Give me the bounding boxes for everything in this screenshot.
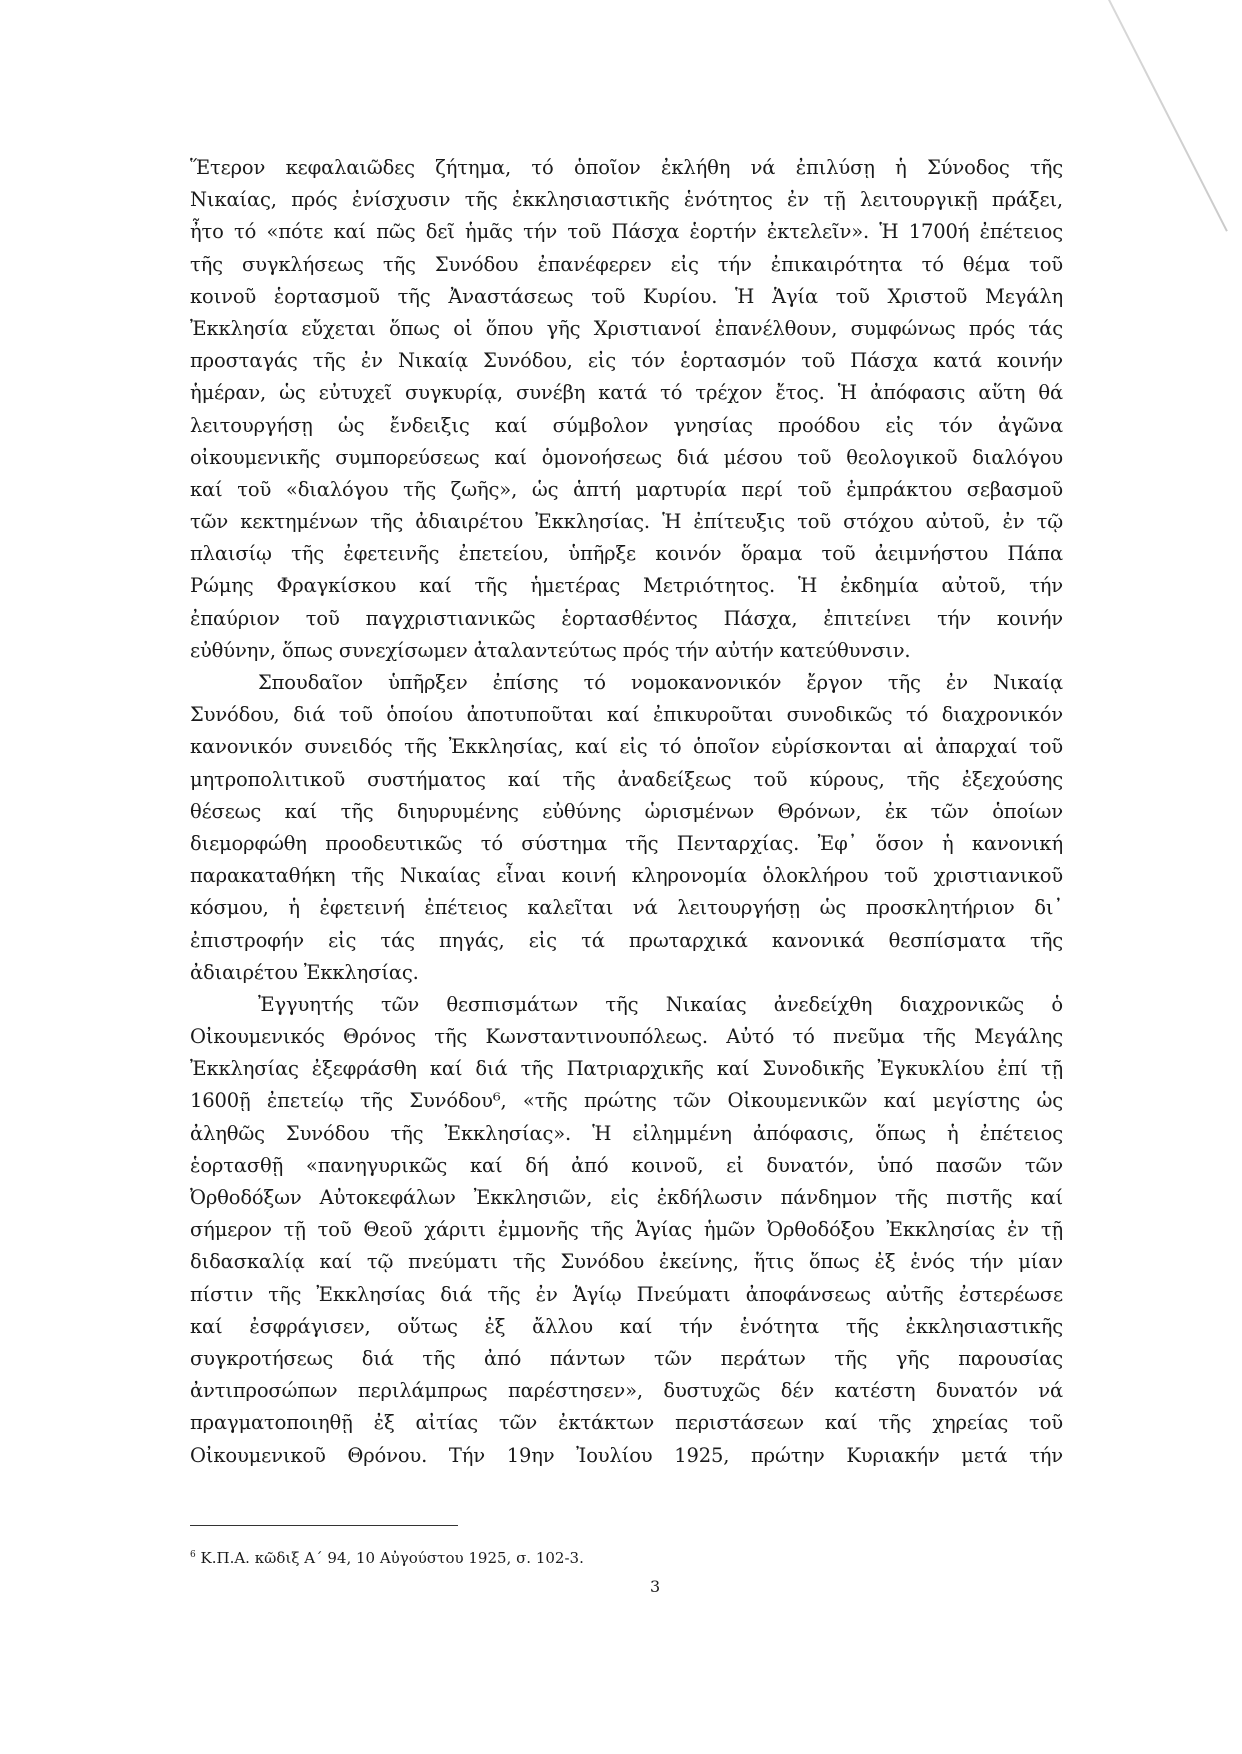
text-line bbox=[190, 764, 1063, 796]
text-line bbox=[190, 1085, 1063, 1117]
text-line-content: τῶν κεκτημένων τῆς ἀδιαιρέτου Ἐκκλησίας. Ἡ ἐπίτευξις τοῦ στόχου αὐτοῦ, ἐν τῷ bbox=[190, 510, 1063, 534]
text-line bbox=[190, 892, 1063, 924]
text-line bbox=[190, 699, 1063, 731]
text-line-content: μητροπολιτικοῦ συστήματος καί τῆς ἀναδείξεως τοῦ κύρους, τῆς ἐξεχούσης bbox=[190, 767, 1063, 791]
text-line-content: συγκροτήσεως διά τῆς ἀπό πάντων τῶν περάτων τῆς γῆς παρουσίας bbox=[190, 1346, 1063, 1370]
text-line-content: Νικαίας, πρός ἐνίσχυσιν τῆς ἐκκλησιαστικῆς ἑνότητος ἐν τῇ λειτουργικῇ πράξει, bbox=[190, 188, 1063, 212]
text-line-content: θέσεως καί τῆς διηυρυμένης εὐθύνης ὡρισμένων Θρόνων, ἐκ τῶν ὁποίων bbox=[190, 799, 1063, 823]
page-number: 3 bbox=[650, 1577, 661, 1596]
text-line bbox=[190, 1440, 1063, 1472]
text-line-content: καί ἐσφράγισεν, οὕτως ἐξ ἄλλου καί τήν ἑνότητα τῆς ἐκκλησιαστικῆς bbox=[190, 1314, 1063, 1338]
text-line-content: Ἐκκλησίας ἐξεφράσθη καί διά τῆς Πατριαρχικῆς καί Συνοδικῆς Ἐγκυκλίου ἐπί τῇ bbox=[190, 1057, 1063, 1081]
body-text bbox=[190, 152, 1063, 1472]
text-line bbox=[190, 506, 1063, 538]
text-line-content: ἀληθῶς Συνόδου τῆς Ἐκκλησίας». Ἡ εἰλημμένη ἀπόφασις, ὅπως ἡ ἐπέτειος bbox=[190, 1121, 1063, 1145]
text-line bbox=[190, 667, 1063, 699]
text-line bbox=[190, 925, 1063, 957]
text-line-content: οἰκουμενικῆς συμπορεύσεως καί ὁμονοήσεως διά μέσου τοῦ θεολογικοῦ διαλόγου bbox=[190, 445, 1063, 469]
text-line-content: ἀδιαιρέτου Ἐκκλησίας. bbox=[190, 960, 419, 984]
text-line-content: Συνόδου, διά τοῦ ὁποίου ἀποτυποῦται καί ἐπικυροῦται συνοδικῶς τό διαχρονικόν bbox=[190, 703, 1063, 727]
paragraph bbox=[190, 989, 1063, 1472]
footnote-marker: 6 bbox=[190, 1550, 196, 1560]
text-line bbox=[190, 1343, 1063, 1375]
text-line-content: κοινοῦ ἑορτασμοῦ τῆς Ἀναστάσεως τοῦ Κυρίου. Ἡ Ἁγία τοῦ Χριστοῦ Μεγάλη bbox=[190, 284, 1063, 308]
text-line bbox=[190, 1375, 1063, 1407]
text-line bbox=[190, 216, 1063, 248]
text-line bbox=[190, 281, 1063, 313]
text-line bbox=[190, 474, 1063, 506]
text-line-content: Ἐκκλησία εὔχεται ὅπως οἱ ὅπου γῆς Χριστιανοί ἐπανέλθουν, συμφώνως πρός τάς bbox=[190, 316, 1063, 340]
text-line-content: παρακαταθήκη τῆς Νικαίας εἶναι κοινή κληρονομία ὁλοκλήρου τοῦ χριστιανικοῦ bbox=[190, 864, 1063, 888]
text-line bbox=[190, 1311, 1063, 1343]
text-line-content: Ρώμης Φραγκίσκου καί τῆς ἡμετέρας Μετριότητος. Ἡ ἐκδημία αὐτοῦ, τήν bbox=[190, 574, 1063, 598]
text-line bbox=[190, 860, 1063, 892]
text-line bbox=[190, 1214, 1063, 1246]
text-line bbox=[190, 538, 1063, 570]
text-line-content: λειτουργήσῃ ὡς ἔνδειξις καί σύμβολον γνησίας προόδου εἰς τόν ἀγῶνα bbox=[190, 413, 1063, 437]
text-line-content: 1600ῇ ἐπετείῳ τῆς Συνόδου⁶, «τῆς πρώτης τῶν Οἰκουμενικῶν καί μεγίστης ὡς bbox=[190, 1089, 1063, 1113]
text-line-content: Οἰκουμενικός Θρόνος τῆς Κωνσταντινουπόλεως. Αὐτό τό πνεῦμα τῆς Μεγάλης bbox=[190, 1025, 1063, 1049]
text-line bbox=[190, 570, 1063, 602]
text-line-content: Σπουδαῖον ὑπῆρξεν ἐπίσης τό νομοκανονικόν ἔργον τῆς ἐν Νικαίᾳ bbox=[258, 671, 1063, 694]
text-line bbox=[190, 635, 1063, 667]
text-line bbox=[190, 377, 1063, 409]
text-line-content: Ἐγγυητής τῶν θεσπισμάτων τῆς Νικαίας ἀνεδείχθη διαχρονικῶς ὁ bbox=[258, 992, 1063, 1016]
text-line-content: ἐπαύριον τοῦ παγχριστιανικῶς ἑορτασθέντος Πάσχα, ἐπιτείνει τήν κοινήν bbox=[190, 606, 1063, 630]
text-line-content: κόσμου, ἡ ἐφετεινή ἐπέτειος καλεῖται νά λειτουργήσῃ ὡς προσκλητήριον δι᾽ bbox=[190, 896, 1063, 920]
text-line-content: πίστιν τῆς Ἐκκλησίας διά τῆς ἐν Ἁγίῳ Πνεύματι ἀποφάνσεως αὐτῆς ἐστερέωσε bbox=[190, 1282, 1063, 1306]
text-line-content: ἑορτασθῇ «πανηγυρικῶς καί δή ἀπό κοινοῦ, εἰ δυνατόν, ὑπό πασῶν τῶν bbox=[190, 1153, 1063, 1177]
text-line-content: ἐπιστροφήν εἰς τάς πηγάς, εἰς τά πρωταρχικά κανονικά θεσπίσματα τῆς bbox=[190, 928, 1063, 952]
paragraph bbox=[190, 152, 1063, 667]
footnote bbox=[190, 1548, 584, 1568]
text-line-content: διεμορφώθη προοδευτικῶς τό σύστημα τῆς Πενταρχίας. Ἐφ᾽ ὅσον ἡ κανονική bbox=[190, 831, 1063, 855]
text-line bbox=[190, 442, 1063, 474]
text-line bbox=[190, 731, 1063, 763]
text-line-content: εὐθύνην, ὅπως συνεχίσωμεν ἀταλαντεύτως πρός τήν αὐτήν κατεύθυνσιν. bbox=[190, 638, 911, 662]
text-line-content: κανονικόν συνειδός τῆς Ἐκκλησίας, καί εἰς τό ὁποῖον εὑρίσκονται αἱ ἀπαρχαί τοῦ bbox=[190, 735, 1063, 759]
text-line-content: ἦτο τό «πότε καί πῶς δεῖ ἡμᾶς τήν τοῦ Πάσχα ἑορτήν ἐκτελεῖν». Ἡ 1700ή ἐπέτειος bbox=[190, 220, 1063, 244]
text-line bbox=[190, 1182, 1063, 1214]
text-line bbox=[190, 603, 1063, 635]
text-line bbox=[190, 313, 1063, 345]
text-line bbox=[190, 345, 1063, 377]
text-line-content: ἀντιπροσώπων περιλάμπρως παρέστησεν», δυστυχῶς δέν κατέστη δυνατόν νά bbox=[190, 1379, 1063, 1403]
text-line bbox=[190, 249, 1063, 281]
text-line bbox=[190, 410, 1063, 442]
paragraph bbox=[190, 667, 1063, 989]
text-line bbox=[190, 1118, 1063, 1150]
text-line-content: Ὀρθοδόξων Αὐτοκεφάλων Ἐκκλησιῶν, εἰς ἐκδήλωσιν πάνδημον τῆς πιστῆς καί bbox=[190, 1186, 1063, 1209]
text-line bbox=[190, 184, 1063, 216]
text-line bbox=[190, 1246, 1063, 1278]
scan-page-edge bbox=[1108, 0, 1228, 232]
text-line bbox=[190, 1407, 1063, 1439]
text-line bbox=[190, 796, 1063, 828]
text-line bbox=[190, 828, 1063, 860]
footnote-text: Κ.Π.Α. κῶδιξ Α΄ 94, 10 Αὐγούστου 1925, σ. 102-3. bbox=[200, 1549, 584, 1567]
text-line-content: πλαισίῳ τῆς ἐφετεινῆς ἐπετείου, ὑπῆρξε κοινόν ὅραμα τοῦ ἀειμνήστου Πάπα bbox=[190, 542, 1063, 566]
text-line bbox=[190, 1150, 1063, 1182]
text-line-content: πραγματοποιηθῇ ἐξ αἰτίας τῶν ἐκτάκτων περιστάσεων καί τῆς χηρείας τοῦ bbox=[190, 1411, 1063, 1435]
footnote-separator bbox=[190, 1525, 458, 1526]
text-line bbox=[190, 152, 1063, 184]
text-line bbox=[190, 1279, 1063, 1311]
text-line-content: διδασκαλίᾳ καί τῷ πνεύματι τῆς Συνόδου ἐκείνης, ἥτις ὅπως ἐξ ἑνός τήν μίαν bbox=[190, 1250, 1063, 1274]
text-line bbox=[190, 1021, 1063, 1053]
text-line bbox=[190, 1053, 1063, 1085]
text-line bbox=[190, 957, 1063, 989]
text-line bbox=[190, 989, 1063, 1021]
text-line-content: τῆς συγκλήσεως τῆς Συνόδου ἐπανέφερεν εἰς τήν ἐπικαιρότητα τό θέμα τοῦ bbox=[190, 252, 1063, 276]
text-line-content: Ἕτερον κεφαλαιῶδες ζήτημα, τό ὁποῖον ἐκλήθη νά ἐπιλύσῃ ἡ Σύνοδος τῆς bbox=[190, 156, 1063, 179]
text-line-content: ἡμέραν, ὡς εὐτυχεῖ συγκυρίᾳ, συνέβη κατά τό τρέχον ἔτος. Ἡ ἀπόφασις αὕτη θά bbox=[190, 381, 1063, 405]
text-line-content: καί τοῦ «διαλόγου τῆς ζωῆς», ὡς ἁπτή μαρτυρία περί τοῦ ἐμπράκτου σεβασμοῦ bbox=[190, 477, 1063, 501]
text-line-content: προσταγάς τῆς ἐν Νικαίᾳ Συνόδου, εἰς τόν ἑορτασμόν τοῦ Πάσχα κατά κοινήν bbox=[190, 349, 1063, 373]
text-line-content: Οἰκουμενικοῦ Θρόνου. Τήν 19ην Ἰουλίου 1925, πρώτην Κυριακήν μετά τήν bbox=[190, 1443, 1063, 1467]
text-line-content: σήμερον τῇ τοῦ Θεοῦ χάριτι ἐμμονῆς τῆς Ἁγίας ἡμῶν Ὀρθοδόξου Ἐκκλησίας ἐν τῇ bbox=[190, 1218, 1063, 1242]
